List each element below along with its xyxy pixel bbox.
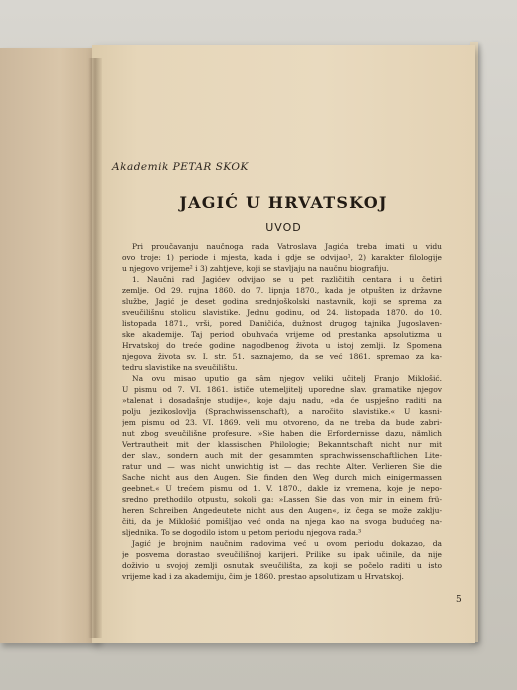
text-line: ske akademije. Taj period obuhvaća vrijeme od prestanka apsolutizma u <box>122 330 442 339</box>
text-line: polju jezikoslovlja (Sprachwissenschaft), a naročito slavistike.« U kasni- <box>122 407 442 416</box>
text-line: U pismu od 7. VI. 1861. ističe utemeljitelj uporedne slav. gramatike njegov <box>122 385 442 394</box>
text-line: njegova života sv. I. str. 51. saznajemo, da se već 1861. spremao za ka- <box>122 352 442 361</box>
text-line: čiti, da je Miklošić pomišljao već onda na njega kao na svoga budućeg na- <box>122 517 442 526</box>
text-line: heren Schreiben Angedeutete nicht aus den Augen«, iz čega se može zaklju- <box>122 506 442 515</box>
article-title: JAGIĆ U HRVATSKOJ <box>179 193 388 212</box>
text-line: der slav., sondern auch mit der gesammten sprachwissenschaftlichen Lite- <box>122 451 442 460</box>
text-line: geebnet.« U trećem pismu od 1. V. 1870., dakle iz vremena, koje je nepo- <box>122 484 442 493</box>
body-text <box>122 241 442 582</box>
text-line: listopada 1871., vrši, pored Daničića, dužnost drugog tajnika Jugoslaven- <box>122 319 442 328</box>
text-line: u njegovo vrijeme² i 3) zahtjeve, koji se stavljaju na naučnu biografiju. <box>122 264 389 273</box>
text-line: tedru slavistike na sveučilištu. <box>122 363 238 372</box>
book-page <box>92 45 475 643</box>
text-line: Vertrautheit mit der klassischen Philologie; Bekanntschaft nicht nur mit <box>122 440 442 449</box>
text-line: »talenat i dosadašnje studije«, koje daju nadu, »da će uspješno raditi na <box>122 396 442 405</box>
text-line: Na ovu misao uputio ga sâm njegov veliki učitelj Franjo Miklošić. <box>132 374 442 383</box>
text-line: doživio u svojoj zemlji osnutak sveučilišta, za koji se počelo raditi u isto <box>122 561 442 570</box>
text-line: Pri proučavanju naučnoga rada Vatroslava Jagića treba imati u vidu <box>132 242 442 251</box>
text-line: zemlje. Od 29. rujna 1860. do 7. lipnja 1870., kada je otpušten iz državne <box>122 286 442 295</box>
text-line: sljednika. To se dogodilo istom u petom periodu njegova rada.³ <box>122 528 362 537</box>
left-page-edge <box>0 48 100 643</box>
text-line: ovo troje: 1) periode i mjesta, kada i gdje se odvijao¹, 2) karakter filologije <box>122 253 442 262</box>
text-line: vrijeme kad i za akademiju, čim je 1860. prestao apsolutizam u Hrvatskoj. <box>122 572 404 581</box>
page-number: 5 <box>456 595 462 605</box>
author-line: Akademik PETAR SKOK <box>112 161 249 173</box>
text-line: Jagić je brojnim naučnim radovima već u ovom periodu dokazao, da <box>132 539 442 548</box>
text-line: sveučilišnu stolicu slavistike. Jednu godinu, od 24. listopada 1870. do 10. <box>122 308 442 317</box>
text-line: Sache nicht aus den Augen. Sie finden den Weg durch mich einigermassen <box>122 473 442 482</box>
text-line: jem pismu od 23. VI. 1869. veli mu otvoreno, da ne treba da bude zabri- <box>122 418 442 427</box>
text-line: nut zbog sveučilišne profesure. »Sie haben die Erfordernisse dazu, nämlich <box>122 429 442 438</box>
text-line: sredno prethodilo otpustu, sokoli ga: »Lassen Sie das von mir in einem frü- <box>122 495 442 504</box>
text-line: službe, Jagić je deset godina srednjoškolski nastavnik, koji se sprema za <box>122 297 442 306</box>
text-line: je posvema dorastao sveučilišnoj karijeri. Prilike su ipak učinile, da nije <box>122 550 442 559</box>
text-line: 1. Naučni rad Jagićev odvijao se u pet različitih centara i u četiri <box>132 275 442 284</box>
spine-shadow <box>88 58 102 638</box>
text-line: Hrvatskoj do treće godine nagodbenog života u istoj zemlji. Iz Spomena <box>122 341 442 350</box>
text-line: ratur und — was nicht unwichtig ist — das rechte Alter. Verlieren Sie die <box>122 462 442 471</box>
section-heading: UVOD <box>265 221 302 234</box>
